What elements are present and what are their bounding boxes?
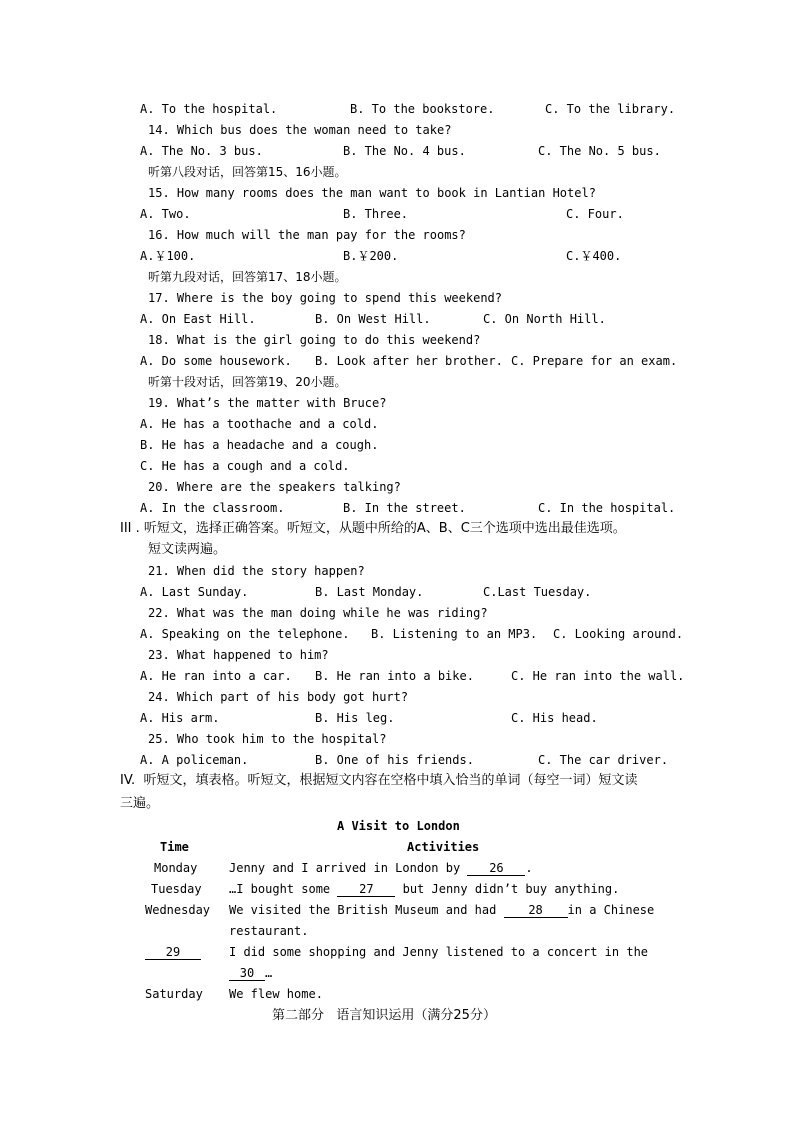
q15-option-c: C. Four. [566, 207, 624, 221]
q14-option-b: B. The No. 4 bus. [343, 144, 466, 158]
row-4-activity: I did some shopping and Jenny listened to a concert in the [229, 945, 649, 959]
q23-option-c: C. He ran into the wall. [511, 669, 685, 683]
q24-option-b: B. His leg. [315, 711, 395, 725]
q13-option-a: A. To the hospital. [140, 102, 278, 116]
part-2-heading: 第二部分 语言知识运用（满分25分） [272, 1008, 496, 1023]
q20-option-a: A. In the classroom. [140, 501, 285, 515]
q22-stem: 22. What was the man doing while he was riding? [148, 606, 488, 620]
q25-stem: 25. Who took him to the hospital? [148, 732, 387, 746]
row-4-activity-cont [229, 965, 272, 981]
blank-29[interactable]: 29 [145, 945, 201, 960]
table-header-activities: Activities [407, 840, 480, 854]
q18-stem: 18. What is the girl going to do this weekend? [148, 333, 481, 347]
q16-option-a: A.￥100. [140, 249, 196, 263]
q25-option-b: B. One of his friends. [315, 753, 474, 767]
activity-text-end: but Jenny didn’t buy anything. [395, 882, 620, 896]
q19-option-a: A. He has a toothache and a cold. [140, 417, 379, 431]
section-4-instruction: IV. 听短文，填表格。听短文，根据短文内容在空格中填入恰当的单词（每空一词）短文读 [120, 773, 638, 788]
q25-option-c: C. The car driver. [538, 753, 669, 767]
q17-option-a: A. On East Hill. [140, 312, 256, 326]
instruction-dialog-9: 听第九段对话，回答第17、18小题。 [148, 270, 347, 284]
q14-option-c: C. The No. 5 bus. [538, 144, 661, 158]
row-wednesday-activity [229, 902, 654, 918]
q20-stem: 20. Where are the speakers talking? [148, 480, 401, 494]
section-3-instruction-cont: 短文读两遍。 [148, 542, 227, 557]
q19-option-b: B. He has a headache and a cough. [140, 438, 379, 452]
activity-text: …I bought some [229, 882, 338, 896]
row-wednesday-activity-cont: restaurant. [229, 924, 309, 938]
section-3-instruction: III . 听短文，选择正确答案。听短文，从题中所给的A、B、C三个选项中选出最佳选项。 [120, 521, 626, 536]
activity-text-end: … [265, 966, 273, 980]
q21-option-b: B. Last Monday. [315, 585, 424, 599]
q18-option-b: B. Look after her brother. [315, 354, 503, 368]
row-monday-time: Monday [154, 861, 198, 875]
q17-option-c: C. On North Hill. [483, 312, 606, 326]
instruction-dialog-8: 听第八段对话，回答第15、16小题。 [148, 165, 347, 179]
q25-option-a: A. A policeman. [140, 753, 249, 767]
blank-27[interactable]: 27 [337, 882, 395, 897]
blank-28[interactable]: 28 [504, 903, 568, 918]
q19-option-c: C. He has a cough and a cold. [140, 459, 350, 473]
q24-option-c: C. His head. [511, 711, 598, 725]
blank-26[interactable]: 26 [467, 861, 525, 876]
q19-stem: 19. What’s the matter with Bruce? [148, 396, 387, 410]
q16-option-c: C.￥400. [566, 249, 622, 263]
activity-text-end: in a Chinese [567, 903, 655, 917]
activity-text-end: . [525, 861, 533, 875]
q21-stem: 21. When did the story happen? [148, 564, 365, 578]
q16-stem: 16. How much will the man pay for the rooms? [148, 228, 466, 242]
row-saturday-activity: We flew home. [229, 987, 323, 1001]
q13-option-b: B. To the bookstore. [350, 102, 495, 116]
row-tuesday-time: Tuesday [151, 882, 202, 896]
q16-option-b: B.￥200. [343, 249, 399, 263]
q24-option-a: A. His arm. [140, 711, 220, 725]
q18-option-c: C. Prepare for an exam. [511, 354, 678, 368]
q23-option-b: B. He ran into a bike. [315, 669, 474, 683]
table-title: A Visit to London [337, 819, 460, 833]
section-4-instruction-cont: 三遍。 [120, 796, 160, 811]
activity-text: We visited the British Museum and had [229, 903, 504, 917]
q21-option-c: C.Last Tuesday. [483, 585, 592, 599]
row-wednesday-time: Wednesday [145, 903, 211, 917]
q14-option-a: A. The No. 3 bus. [140, 144, 263, 158]
row-saturday-time: Saturday [145, 987, 203, 1001]
instruction-dialog-10: 听第十段对话，回答第19、20小题。 [148, 375, 347, 389]
q13-option-c: C. To the library. [545, 102, 676, 116]
row-monday-activity [229, 860, 533, 876]
q18-option-a: A. Do some housework. [140, 354, 292, 368]
q20-option-c: C. In the hospital. [538, 501, 676, 515]
q15-stem: 15. How many rooms does the man want to book in Lantian Hotel? [148, 186, 596, 200]
q21-option-a: A. Last Sunday. [140, 585, 249, 599]
q20-option-b: B. In the street. [343, 501, 466, 515]
q22-option-c: C. Looking around. [553, 627, 684, 641]
q14-stem: 14. Which bus does the woman need to take? [148, 123, 452, 137]
activity-text: Jenny and I arrived in London by [229, 861, 468, 875]
q15-option-b: B. Three. [343, 207, 409, 221]
q23-stem: 23. What happened to him? [148, 648, 329, 662]
q17-stem: 17. Where is the boy going to spend this weekend? [148, 291, 503, 305]
q22-option-a: A. Speaking on the telephone. [140, 627, 350, 641]
blank-30[interactable]: 30 [229, 966, 265, 981]
row-4-time [145, 944, 201, 960]
q23-option-a: A. He ran into a car. [140, 669, 292, 683]
q17-option-b: B. On West Hill. [315, 312, 431, 326]
q22-option-b: B. Listening to an MP3. [371, 627, 538, 641]
row-tuesday-activity [229, 881, 619, 897]
q15-option-a: A. Two. [140, 207, 191, 221]
q24-stem: 24. Which part of his body got hurt? [148, 690, 409, 704]
table-header-time: Time [160, 840, 189, 854]
